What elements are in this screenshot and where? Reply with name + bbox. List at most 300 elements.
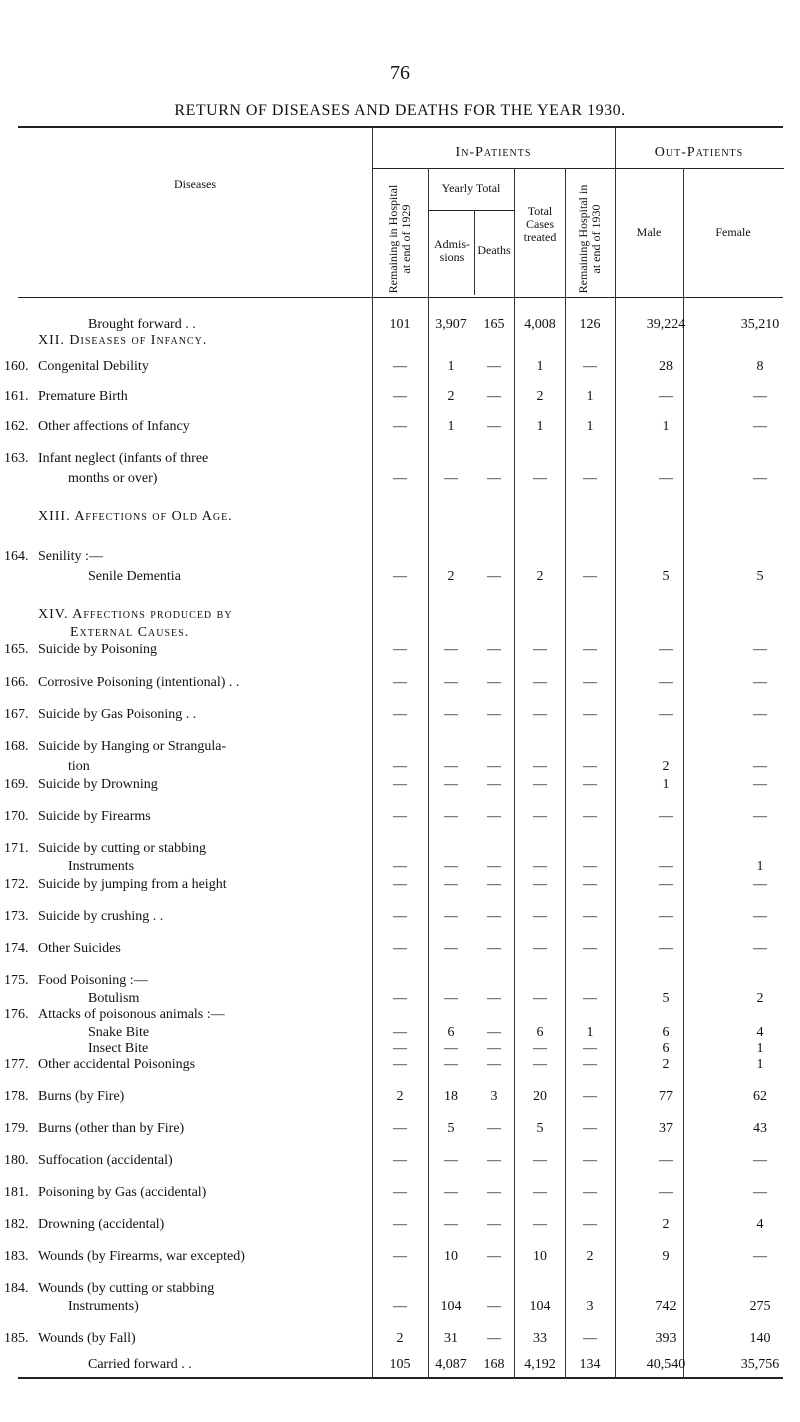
table-cell: 104 xyxy=(440,1299,462,1314)
table-cell: — xyxy=(393,569,407,584)
table-cell: — xyxy=(659,1153,673,1168)
table-cell: — xyxy=(533,471,547,486)
row-label xyxy=(4,809,151,825)
row-number: 163. xyxy=(4,451,29,466)
table-cell: — xyxy=(444,471,458,486)
table-cell: 1 xyxy=(447,359,455,374)
row-label-text: Suicide by crushing . . xyxy=(38,909,164,924)
table-cell: 39,224 xyxy=(646,317,686,332)
table-bottom-rule xyxy=(18,1377,783,1379)
row-label xyxy=(4,451,209,467)
row-label-text: Other affections of Infancy xyxy=(38,419,190,434)
table-cell: — xyxy=(753,1185,767,1200)
section-heading xyxy=(38,333,207,349)
table-cell: 6 xyxy=(536,1025,544,1040)
table-cell: — xyxy=(487,642,501,657)
table-cell: — xyxy=(393,419,407,434)
table-cell: 168 xyxy=(483,1357,505,1372)
row-label xyxy=(4,1331,136,1347)
table-cell: — xyxy=(583,877,597,892)
table-cell: 3 xyxy=(586,1299,594,1314)
row-number: 173. xyxy=(4,909,29,924)
table-cell: 5 xyxy=(756,569,764,584)
table-cell: 6 xyxy=(662,1041,670,1056)
row-label-text: Burns (by Fire) xyxy=(38,1089,125,1104)
table-cell: 5 xyxy=(662,569,670,584)
table-cell: — xyxy=(487,1041,501,1056)
table-cell: 6 xyxy=(662,1025,670,1040)
table-cell: — xyxy=(583,991,597,1006)
table-cell: — xyxy=(393,389,407,404)
row-label-text: Senility :— xyxy=(38,549,103,564)
table-cell: — xyxy=(444,1041,458,1056)
row-label xyxy=(4,1007,225,1023)
table-cell: 33 xyxy=(533,1331,547,1346)
table-cell: 6 xyxy=(447,1025,455,1040)
row-number: 164. xyxy=(4,549,29,564)
table-cell: 1 xyxy=(756,1041,764,1056)
table-cell: — xyxy=(533,675,547,690)
row-number: 160. xyxy=(4,359,29,374)
total-cases-header: Total Cases treated xyxy=(523,204,557,244)
row-label-text: Infant neglect (infants of three xyxy=(38,451,209,466)
table-cell: — xyxy=(533,909,547,924)
table-cell: — xyxy=(659,809,673,824)
table-cell: — xyxy=(583,1331,597,1346)
admissions-header: Admis- sions xyxy=(434,237,470,264)
table-cell: 4 xyxy=(756,1025,764,1040)
table-cell: 1 xyxy=(586,419,594,434)
row-label-text: Drowning (accidental) xyxy=(38,1217,165,1232)
table-cell: 20 xyxy=(533,1089,547,1104)
table-cell: — xyxy=(487,1331,501,1346)
remaining-1930-header: Remaining Hospital in at end of 1930 xyxy=(576,184,603,294)
row-label xyxy=(4,1153,173,1169)
table-cell: 2 xyxy=(662,1057,670,1072)
table-cell: 2 xyxy=(586,1249,594,1264)
table-cell: 1 xyxy=(447,419,455,434)
table-cell: — xyxy=(533,1153,547,1168)
row-label-cont: tion xyxy=(68,759,90,774)
row-label-text: Premature Birth xyxy=(38,389,128,404)
row-label xyxy=(4,419,190,435)
table-cell: — xyxy=(659,1185,673,1200)
row-label xyxy=(4,707,197,723)
table-cell: — xyxy=(393,1121,407,1136)
table-cell: 140 xyxy=(749,1331,771,1346)
male-header: Male xyxy=(636,225,662,239)
table-cell: — xyxy=(487,1185,501,1200)
table-cell: — xyxy=(444,909,458,924)
table-cell: 2 xyxy=(447,389,455,404)
table-cell: — xyxy=(583,1057,597,1072)
table-cell: — xyxy=(753,707,767,722)
table-cell: — xyxy=(533,991,547,1006)
row-label-cont: Instruments xyxy=(68,859,135,874)
table-cell: 18 xyxy=(444,1089,458,1104)
table-cell: 40,540 xyxy=(646,1357,686,1372)
table-cell: 1 xyxy=(586,1025,594,1040)
row-label-text: XIII. Affections of Old Age. xyxy=(38,509,233,524)
table-cell: — xyxy=(659,909,673,924)
table-cell: — xyxy=(659,941,673,956)
table-cell: — xyxy=(393,941,407,956)
table-cell: — xyxy=(659,389,673,404)
table-cell: 104 xyxy=(529,1299,551,1314)
header-bottom-rule xyxy=(18,297,783,298)
row-label-text: Suicide by Hanging or Strangula- xyxy=(38,739,227,754)
table-cell: 35,210 xyxy=(740,317,780,332)
row-label-text: Other Suicides xyxy=(38,941,121,956)
table-cell: — xyxy=(583,569,597,584)
table-cell: 1 xyxy=(536,419,544,434)
yearly-total-header: Yearly Total xyxy=(441,181,501,195)
table-cell: — xyxy=(753,675,767,690)
row-label-text: Suffocation (accidental) xyxy=(38,1153,173,1168)
table-top-rule xyxy=(18,126,783,128)
table-cell: — xyxy=(487,359,501,374)
table-cell: — xyxy=(487,1217,501,1232)
table-cell: — xyxy=(753,909,767,924)
table-cell: — xyxy=(753,777,767,792)
col-divider xyxy=(615,127,616,1378)
table-cell: 10 xyxy=(444,1249,458,1264)
row-number: 178. xyxy=(4,1089,29,1104)
table-cell: — xyxy=(753,1249,767,1264)
table-cell: — xyxy=(583,1121,597,1136)
table-cell: — xyxy=(583,1217,597,1232)
table-cell: — xyxy=(753,642,767,657)
table-cell: — xyxy=(444,1153,458,1168)
row-label xyxy=(4,1185,207,1201)
table-cell: — xyxy=(393,707,407,722)
row-label-text: Suicide by jumping from a height xyxy=(38,877,227,892)
in-patients-header: In-Patients xyxy=(455,145,532,160)
row-label xyxy=(4,1217,165,1233)
table-cell: 28 xyxy=(659,359,673,374)
table-cell: — xyxy=(753,759,767,774)
row-label xyxy=(88,1357,192,1373)
row-label xyxy=(4,1249,245,1265)
row-number: 175. xyxy=(4,973,29,988)
table-cell: — xyxy=(487,777,501,792)
row-label xyxy=(4,909,164,925)
table-cell: — xyxy=(583,642,597,657)
row-number: 172. xyxy=(4,877,29,892)
row-label xyxy=(4,1089,125,1105)
row-number: 168. xyxy=(4,739,29,754)
table-cell: — xyxy=(393,1185,407,1200)
table-cell: 4,087 xyxy=(435,1357,467,1372)
table-cell: 165 xyxy=(483,317,505,332)
row-number: 176. xyxy=(4,1007,29,1022)
table-cell: — xyxy=(533,1057,547,1072)
table-cell: 105 xyxy=(389,1357,411,1372)
row-label-cont: Senile Dementia xyxy=(88,569,181,584)
table-cell: — xyxy=(659,471,673,486)
table-cell: — xyxy=(583,859,597,874)
table-cell: — xyxy=(659,707,673,722)
table-cell: — xyxy=(444,675,458,690)
table-cell: — xyxy=(533,941,547,956)
table-cell: — xyxy=(487,877,501,892)
section-heading xyxy=(38,509,233,525)
table-cell: 3 xyxy=(490,1089,498,1104)
row-label xyxy=(4,877,227,893)
table-cell: 1 xyxy=(756,859,764,874)
table-cell: — xyxy=(487,419,501,434)
table-cell: 2 xyxy=(447,569,455,584)
table-cell: — xyxy=(487,707,501,722)
row-label xyxy=(4,1057,196,1073)
table-cell: — xyxy=(487,1025,501,1040)
table-cell: — xyxy=(533,877,547,892)
table-cell: 5 xyxy=(536,1121,544,1136)
table-cell: — xyxy=(583,909,597,924)
table-cell: 126 xyxy=(579,317,601,332)
table-cell: — xyxy=(393,1153,407,1168)
row-label-text: Wounds (by Fall) xyxy=(38,1331,136,1346)
row-number: 171. xyxy=(4,841,29,856)
table-cell: — xyxy=(393,471,407,486)
table-cell: — xyxy=(393,1041,407,1056)
section-heading-cont: External Causes. xyxy=(70,625,190,640)
table-cell: — xyxy=(393,642,407,657)
table-cell: — xyxy=(533,1217,547,1232)
row-label xyxy=(4,549,103,565)
table-cell: — xyxy=(487,389,501,404)
table-cell: 4 xyxy=(756,1217,764,1232)
table-cell: 1 xyxy=(662,777,670,792)
row-label-text: Poisoning by Gas (accidental) xyxy=(38,1185,207,1200)
table-cell: — xyxy=(487,471,501,486)
table-cell: 742 xyxy=(655,1299,677,1314)
table-cell: 5 xyxy=(447,1121,455,1136)
row-label-text: Burns (other than by Fire) xyxy=(38,1121,185,1136)
table-cell: — xyxy=(487,759,501,774)
row-label xyxy=(4,777,158,793)
table-cell: — xyxy=(393,1057,407,1072)
row-label xyxy=(88,317,196,333)
table-cell: — xyxy=(393,991,407,1006)
table-cell: 2 xyxy=(396,1331,404,1346)
row-label-text: Corrosive Poisoning (intentional) . . xyxy=(38,675,240,690)
table-cell: — xyxy=(583,707,597,722)
table-cell: — xyxy=(753,471,767,486)
table-cell: — xyxy=(393,809,407,824)
row-label-text: Other accidental Poisonings xyxy=(38,1057,196,1072)
row-label xyxy=(4,941,121,957)
row-label xyxy=(4,1121,185,1137)
row-label-text: XIV. Affections produced by xyxy=(38,607,233,622)
row-label-text: Insect Bite xyxy=(88,1041,149,1056)
table-cell: — xyxy=(583,941,597,956)
table-cell: 1 xyxy=(536,359,544,374)
table-cell: — xyxy=(444,877,458,892)
table-cell: — xyxy=(393,777,407,792)
table-cell: — xyxy=(487,675,501,690)
row-number: 162. xyxy=(4,419,29,434)
table-cell: — xyxy=(533,777,547,792)
row-label-text: Suicide by Drowning xyxy=(38,777,158,792)
table-cell: — xyxy=(583,809,597,824)
row-number: 182. xyxy=(4,1217,29,1232)
table-cell: — xyxy=(487,569,501,584)
table-cell: — xyxy=(444,642,458,657)
table-cell: — xyxy=(393,1299,407,1314)
row-label-text: Carried forward . . xyxy=(88,1357,192,1372)
row-number: 161. xyxy=(4,389,29,404)
row-label-text: Suicide by Firearms xyxy=(38,809,151,824)
table-cell: 393 xyxy=(655,1331,677,1346)
table-cell: 4,008 xyxy=(524,317,556,332)
row-label xyxy=(4,359,149,375)
table-cell: 2 xyxy=(756,991,764,1006)
row-number: 177. xyxy=(4,1057,29,1072)
table-cell: — xyxy=(533,859,547,874)
row-number: 185. xyxy=(4,1331,29,1346)
table-cell: 37 xyxy=(659,1121,673,1136)
table-cell: 275 xyxy=(749,1299,771,1314)
row-number: 179. xyxy=(4,1121,29,1136)
row-label xyxy=(4,841,206,857)
yearly-total-rule xyxy=(428,210,514,211)
row-number: 166. xyxy=(4,675,29,690)
table-cell: — xyxy=(583,777,597,792)
table-cell: — xyxy=(533,642,547,657)
page-title: RETURN OF DISEASES AND DEATHS FOR THE YEAR 1930. xyxy=(174,102,626,119)
table-cell: — xyxy=(487,1121,501,1136)
table-cell: — xyxy=(583,1041,597,1056)
row-label xyxy=(4,675,240,691)
row-label xyxy=(4,973,148,989)
table-cell: — xyxy=(444,777,458,792)
row-label-text: Food Poisoning :— xyxy=(38,973,148,988)
table-cell: — xyxy=(583,675,597,690)
row-label xyxy=(4,739,227,755)
row-number: 174. xyxy=(4,941,29,956)
table-cell: 1 xyxy=(586,389,594,404)
table-cell: — xyxy=(583,1089,597,1104)
row-label-text: Wounds (by Firearms, war excepted) xyxy=(38,1249,245,1264)
table-cell: 8 xyxy=(756,359,764,374)
table-cell: — xyxy=(393,877,407,892)
row-label xyxy=(4,389,128,405)
table-cell: — xyxy=(444,1185,458,1200)
row-label-cont: Botulism xyxy=(88,991,140,1006)
row-label xyxy=(88,1041,148,1057)
table-cell: — xyxy=(753,941,767,956)
table-cell: — xyxy=(487,859,501,874)
table-cell: — xyxy=(487,1249,501,1264)
table-cell: — xyxy=(487,909,501,924)
section-heading xyxy=(38,607,233,623)
group-header-rule xyxy=(372,168,784,169)
table-cell: — xyxy=(533,707,547,722)
row-number: 184. xyxy=(4,1281,29,1296)
table-cell: — xyxy=(583,759,597,774)
table-cell: — xyxy=(659,642,673,657)
row-number: 167. xyxy=(4,707,29,722)
row-label-text: Brought forward . . xyxy=(88,317,196,332)
row-number: 165. xyxy=(4,642,29,657)
table-cell: 2 xyxy=(396,1089,404,1104)
row-label xyxy=(4,642,158,658)
table-cell: 3,907 xyxy=(435,317,467,332)
row-label-cont: Instruments) xyxy=(68,1299,139,1314)
table-cell: — xyxy=(444,759,458,774)
table-cell: 2 xyxy=(662,759,670,774)
table-cell: 31 xyxy=(444,1331,458,1346)
col-divider xyxy=(372,127,373,1378)
table-cell: — xyxy=(444,809,458,824)
row-label-text: Wounds (by cutting or stabbing xyxy=(38,1281,215,1296)
out-patients-header: Out-Patients xyxy=(654,145,744,160)
row-number: 169. xyxy=(4,777,29,792)
table-cell: — xyxy=(487,1057,501,1072)
table-cell: — xyxy=(583,359,597,374)
row-label-text: Attacks of poisonous animals :— xyxy=(38,1007,225,1022)
table-cell: — xyxy=(444,707,458,722)
table-cell: — xyxy=(533,809,547,824)
table-cell: 35,756 xyxy=(740,1357,780,1372)
table-cell: — xyxy=(393,675,407,690)
table-cell: — xyxy=(393,1249,407,1264)
row-label-text: XII. Diseases of Infancy. xyxy=(38,333,208,348)
deaths-header: Deaths xyxy=(477,243,511,257)
row-number: 181. xyxy=(4,1185,29,1200)
table-cell: — xyxy=(393,909,407,924)
table-cell: 1 xyxy=(662,419,670,434)
row-label-text: Suicide by Gas Poisoning . . xyxy=(38,707,197,722)
row-number: 170. xyxy=(4,809,29,824)
table-cell: 4,192 xyxy=(524,1357,556,1372)
table-cell: — xyxy=(583,1185,597,1200)
table-cell: 10 xyxy=(533,1249,547,1264)
table-cell: — xyxy=(533,759,547,774)
table-cell: — xyxy=(444,1057,458,1072)
table-cell: — xyxy=(533,1041,547,1056)
table-cell: — xyxy=(533,1185,547,1200)
row-label xyxy=(4,1281,215,1297)
table-cell: — xyxy=(659,859,673,874)
table-cell: — xyxy=(487,1299,501,1314)
table-cell: — xyxy=(444,941,458,956)
table-cell: — xyxy=(583,471,597,486)
table-cell: — xyxy=(753,877,767,892)
table-cell: 2 xyxy=(536,569,544,584)
table-cell: — xyxy=(659,675,673,690)
page-number: 76 xyxy=(390,62,410,84)
table-cell: 5 xyxy=(662,991,670,1006)
table-cell: 2 xyxy=(536,389,544,404)
diseases-header: Diseases xyxy=(174,177,216,191)
table-cell: — xyxy=(393,759,407,774)
table-cell: — xyxy=(393,1025,407,1040)
row-label-text: Suicide by cutting or stabbing xyxy=(38,841,206,856)
table-cell: — xyxy=(393,359,407,374)
row-label-cont: months or over) xyxy=(68,471,158,486)
table-cell: — xyxy=(444,991,458,1006)
table-cell: — xyxy=(753,419,767,434)
table-cell: — xyxy=(393,859,407,874)
table-cell: 9 xyxy=(662,1249,670,1264)
table-cell: — xyxy=(444,859,458,874)
row-label-text: Congenital Debility xyxy=(38,359,149,374)
remaining-1929-header: Remaining in Hospital at end of 1929 xyxy=(386,184,413,294)
table-cell: 134 xyxy=(579,1357,601,1372)
table-cell: 43 xyxy=(753,1121,767,1136)
